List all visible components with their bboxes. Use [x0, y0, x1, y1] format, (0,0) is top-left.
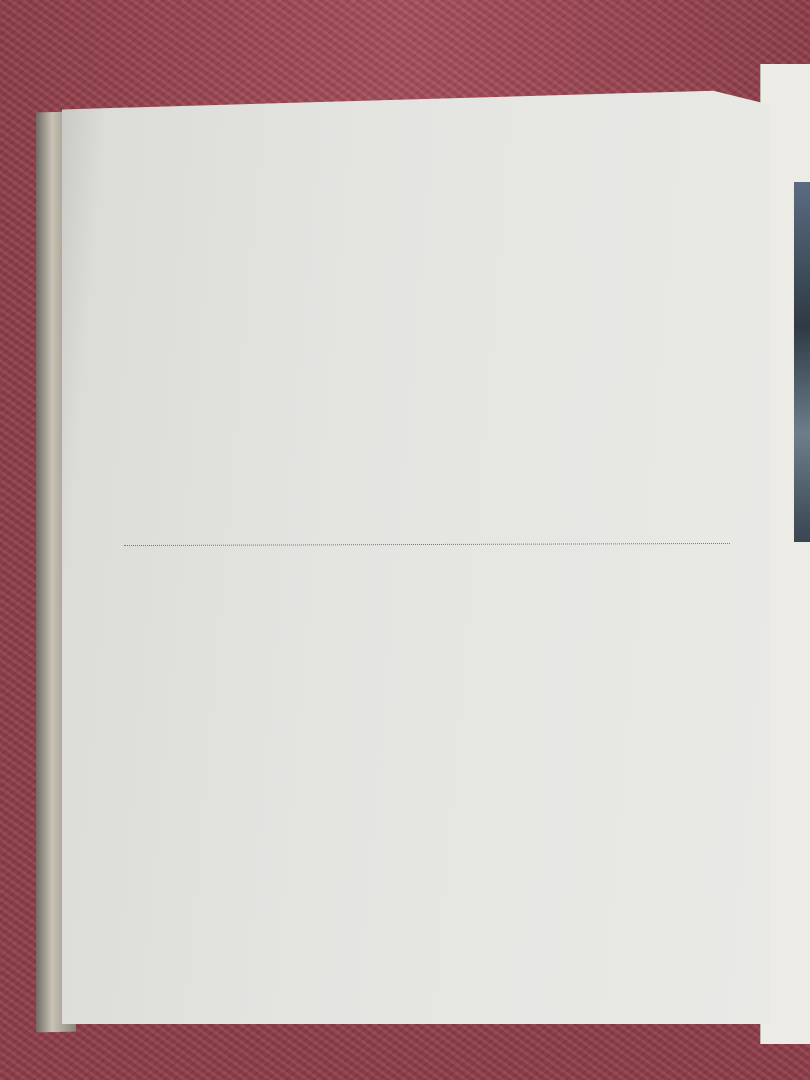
page-footer — [82, 923, 98, 935]
